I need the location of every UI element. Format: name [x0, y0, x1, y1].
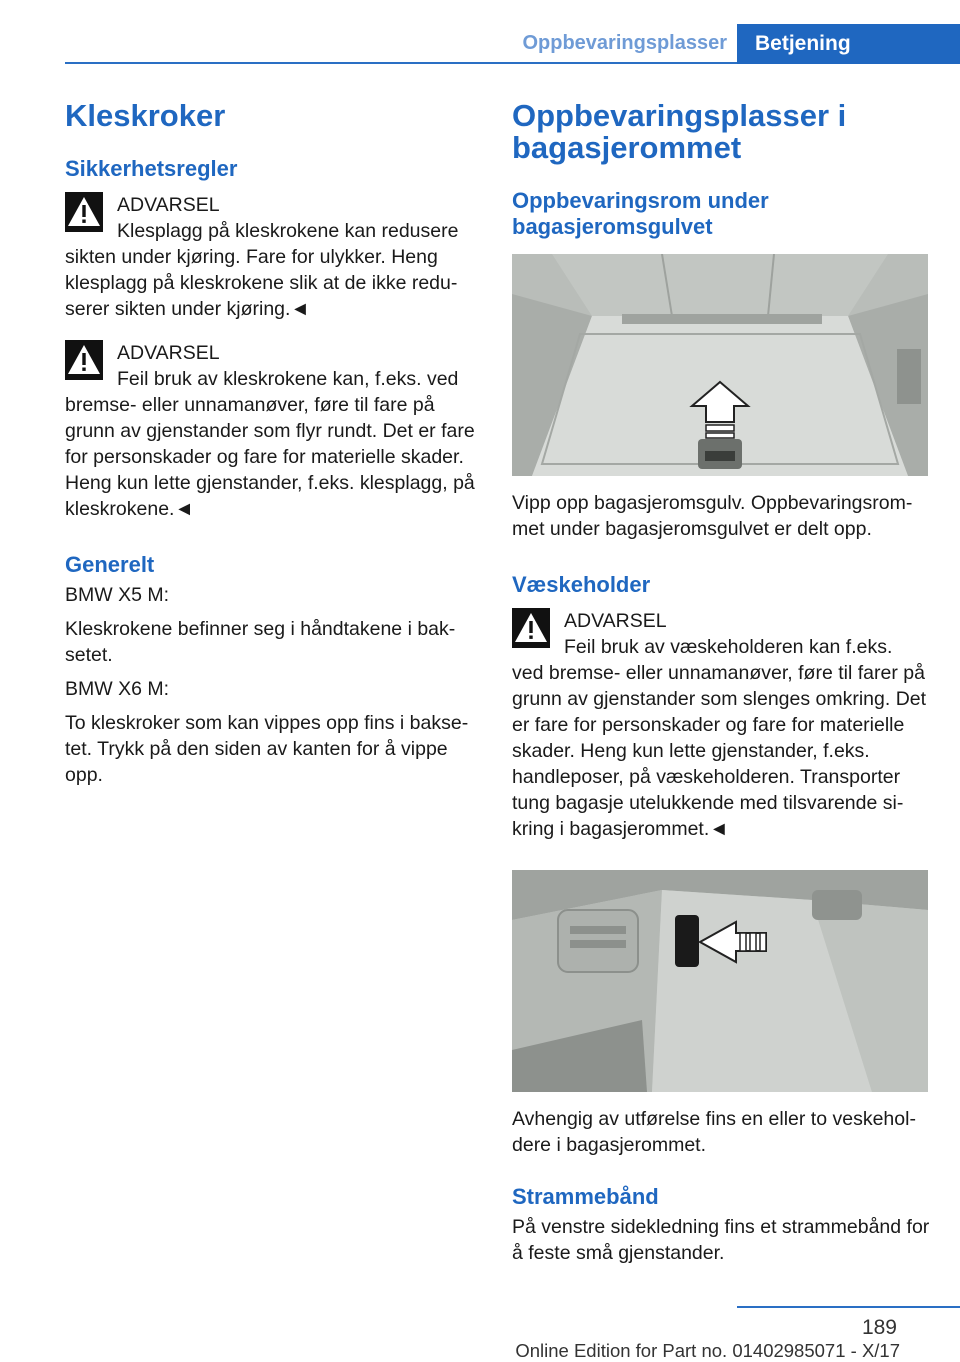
warning-text-first: Feil bruk av kleskrokene kan, f.eks. ved: [117, 368, 459, 390]
warning-label: ADVARSEL: [117, 194, 220, 216]
x5-text: Kleskrokene befinner seg i håndtakene i baksetet.: [65, 618, 456, 666]
section-title-kleskroker: Kleskroker: [65, 98, 226, 133]
header-section: Oppbevaringsplasser: [522, 32, 727, 54]
x5-label: BMW X5 M:: [65, 584, 170, 606]
photo-luggage-floor: [512, 254, 928, 476]
warning-box: [65, 340, 480, 522]
warning-triangle-icon: [65, 340, 103, 380]
warning-triangle-icon: [512, 608, 550, 648]
strap-text: På venstre sidekledning fins et strammebånd for å feste små gjenstander.: [512, 1216, 930, 1264]
warning-box: [65, 192, 480, 322]
warning-text: sikten under kjøring. Fare for ulykker. Heng klesplagg på kleskrokene slik at de ikke reduserer sikten under kjøring.◄: [65, 246, 458, 320]
warning-text: bremse- eller unnamanøver, føre til fare på grunn av gjenstander som flyr rundt. Det er fare for personskader og fare for materielle skader. Heng kun lette gjenstander, f.eks. klesplagg, på kleskrokene.◄: [65, 394, 475, 520]
left-column: [65, 100, 480, 788]
footer-rule: [737, 1306, 960, 1308]
right-column: [512, 100, 932, 1266]
warning-label: ADVARSEL: [117, 342, 220, 364]
header-rule: [65, 62, 737, 64]
warning-text-first: Klesplagg på kleskrokene kan redusere: [117, 220, 459, 242]
page-number: 189: [861, 1316, 897, 1339]
heading-safety: Sikkerhetsregler: [65, 156, 238, 181]
footer-edition: Online Edition for Part no. 01402985071 - X/17: [515, 1340, 900, 1361]
warning-box: [512, 608, 932, 842]
heading-strap: Strammebånd: [512, 1184, 659, 1209]
heading-storage: Oppbevaringsrom under bagasjeromsgulvet: [512, 188, 769, 239]
header-tab: Betjening: [737, 24, 960, 64]
warning-label: ADVARSEL: [564, 610, 667, 632]
heading-general: Generelt: [65, 552, 155, 577]
warning-text-first: Feil bruk av væskeholderen kan f.eks.: [564, 636, 893, 658]
x6-label: BMW X6 M:: [65, 678, 170, 700]
photo-cup-holder: [512, 870, 928, 1092]
warning-text: ved bremse- eller unnamanøver, føre til farer på grunn av gjenstander som slenges omkring. Det er fare for personskader og fare for materielle skader. Heng kun lette gjenstander, f.eks. handleposer, på væskeholderen. Transporter tung bagasje utelukkende med tilsvarende sikring i bagasjerommet.◄: [512, 662, 927, 840]
x6-text: To kleskroker som kan vippes opp fins i baksetet. Trykk på den siden av kanten for å vippe opp.: [65, 712, 469, 786]
warning-triangle-icon: [65, 192, 103, 232]
section-title-luggage: Oppbevaringsplasser i bagasjerommet: [512, 98, 847, 165]
heading-cup-holder: Væskeholder: [512, 572, 651, 597]
storage-text: Vipp opp bagasjeromsgulv. Oppbevaringsrommet under bagasjeromsgulvet er delt opp.: [512, 492, 913, 540]
cup-holder-text: Avhengig av utførelse fins en eller to veskeholdere i bagasjerommet.: [512, 1108, 916, 1156]
